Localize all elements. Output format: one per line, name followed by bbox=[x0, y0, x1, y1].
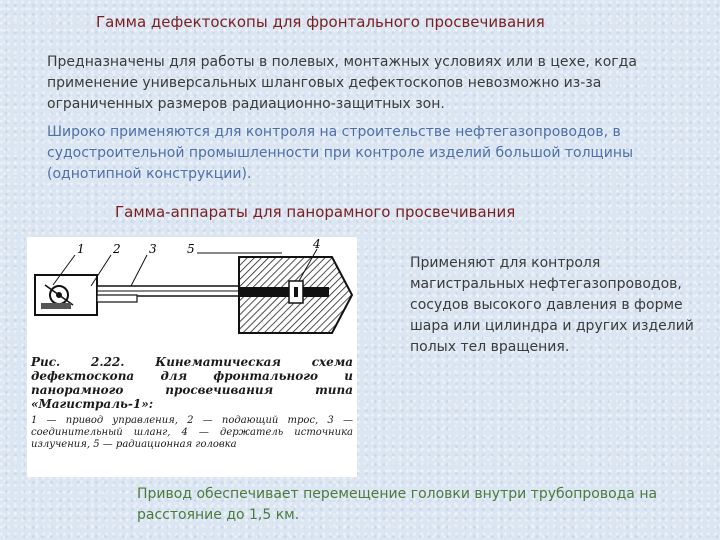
caption-legend: 1 — привод управления, 2 — подающий трос, 3 — соединительный шланг, 4 — держатель источника излучения, 5 — радиационная головка bbox=[31, 415, 353, 450]
label-4: 4 bbox=[313, 237, 321, 251]
label-5: 5 bbox=[187, 242, 195, 256]
label-3: 3 bbox=[149, 242, 157, 256]
kinematic-scheme-figure bbox=[27, 237, 357, 477]
figure-caption bbox=[31, 355, 353, 451]
paragraph-usage: Широко применяются для контроля на строительстве нефтегазопроводов, в судостроительной промышленности при контроле изделий большой толщины (однотипной конструкции). bbox=[47, 124, 634, 182]
paragraph-purpose: Предназначены для работы в полевых, монтажных условиях или в цехе, когда применение универсальных шланговых дефектоскопов невозможно из-за ограниченных размеров радиационно-защитных зон. bbox=[47, 54, 637, 112]
caption-title: Рис. 2.22. Кинематическая схема дефектоскопа для фронтального и панорамного просвечивания типа «Магистраль-1»: bbox=[31, 355, 353, 411]
paragraph-panoramic-use: Применяют для контроля магистральных нефтегазопроводов, сосудов высокого давления в форме шара или цилиндра и других изделий полых тел вращения. bbox=[410, 255, 694, 355]
heading-panoramic: Гамма-аппараты для панорамного просвечивания bbox=[115, 203, 516, 221]
heading-frontal: Гамма дефектоскопы для фронтального просвечивания bbox=[96, 13, 545, 31]
label-1: 1 bbox=[77, 242, 85, 256]
label-2: 2 bbox=[113, 242, 121, 256]
scheme-drawing bbox=[27, 237, 357, 357]
paragraph-drive: Привод обеспечивает перемещение головки внутри трубопровода на расстояние до 1,5 км. bbox=[137, 486, 658, 523]
